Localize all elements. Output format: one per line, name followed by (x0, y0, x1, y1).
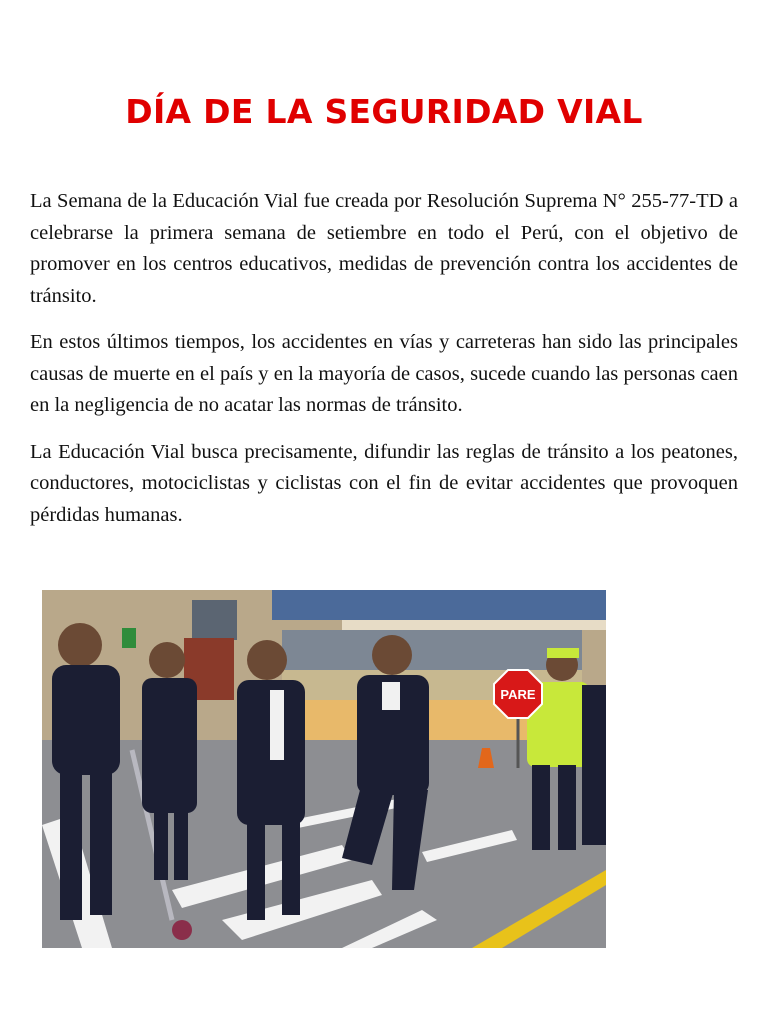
paragraph-2: En estos últimos tiempos, los accidentes en vías y carreteras han sido las principales causas de muerte en el país y en la mayoría de casos, sucede cuando las personas caen en la negligencia de no acatar las normas de tránsito. (30, 331, 738, 416)
students-crossing-photo (42, 590, 606, 948)
paragraph-1: La Semana de la Educación Vial fue creada por Resolución Suprema N° 255-77-TD a celebrarse la primera semana de setiembre en todo el Perú, con el objetivo de promover en los centros educativos, medidas de prevención contra los accidentes de tránsito. (30, 190, 738, 307)
exit-sign-icon (122, 628, 136, 648)
photo-ground (42, 740, 606, 948)
document-body (30, 186, 738, 546)
document-title: DÍA DE LA SEGURIDAD VIAL (125, 92, 643, 131)
photo-window (192, 600, 237, 640)
paragraph-3: La Educación Vial busca precisamente, difundir las reglas de tránsito a los peatones, conductores, motociclistas y ciclistas con el fin de evitar accidentes que provoquen pérdidas humanas. (30, 440, 738, 526)
photo-roof-beam (272, 590, 606, 620)
stop-sign-label: PARE (500, 687, 536, 702)
